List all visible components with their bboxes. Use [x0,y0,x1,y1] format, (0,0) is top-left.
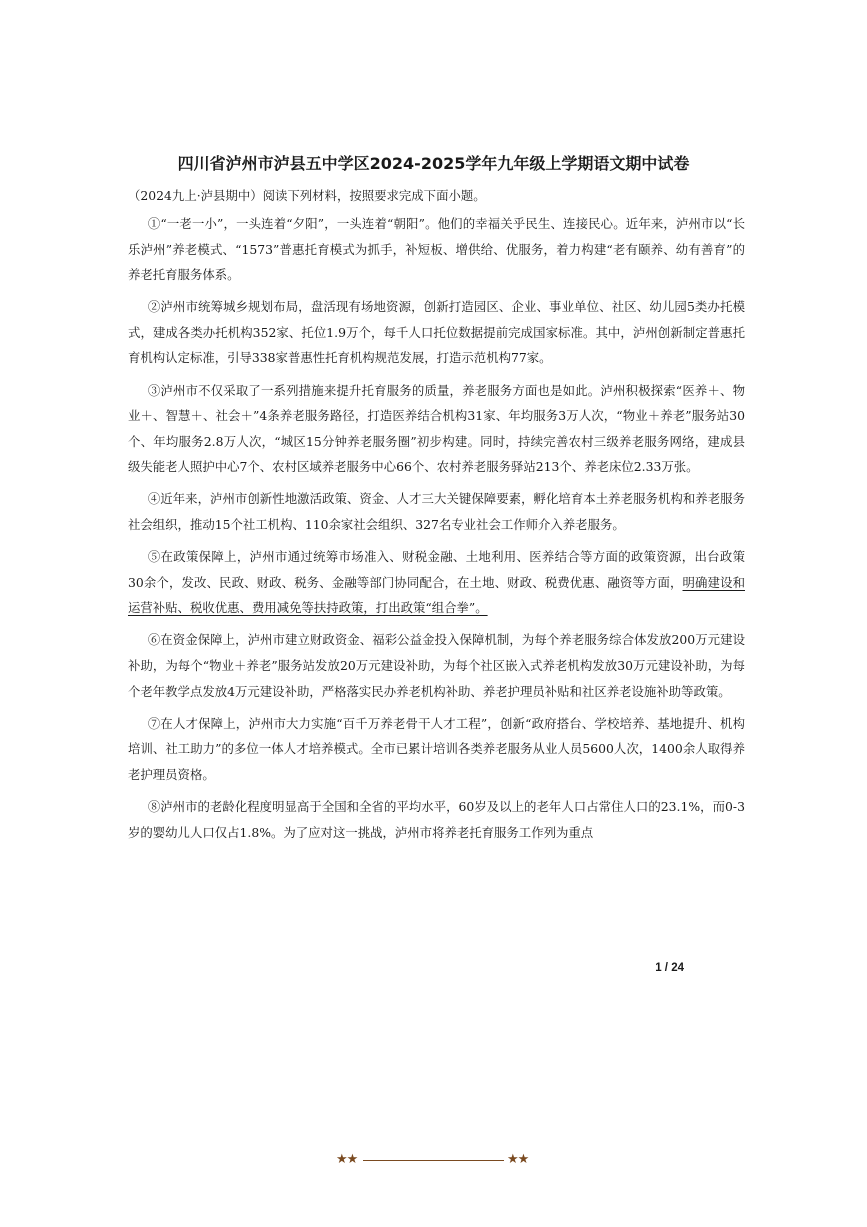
paragraph-5-text: ⑤在政策保障上，泸州市通过统筹市场准入、财税金融、土地利用、医养结合等方面的政策资源，出台政策30余个，发改、民政、财政、税务、金融等部门协同配合，在土地、财政、税费优惠、融资等方面， [128,549,745,590]
paragraph-2: ②泸州市统筹城乡规划布局，盘活现有场地资源，创新打造园区、企业、事业单位、社区、幼儿园5类办托模式，建成各类办托机构352家、托位1.9万个，每千人口托位数据提前完成国家标准。其中，泸州创新制定普惠托育机构认定标准，引导338家普惠性托育机构规范发展，打造示范机构77家。 [128,299,745,366]
paragraph-5 [128,544,745,621]
paragraph-4: ④近年来，泸州市创新性地激活政策、资金、人才三大关键保障要素，孵化培育本土养老服务机构和养老服务社会组织，推动15个社工机构、110余家社会组织、327名专业社会工作师介入养老服务。 [128,491,745,533]
paragraph-8: ⑧泸州市的老龄化程度明显高于全国和全省的平均水平，60岁及以上的老年人口占常住人口的23.1%，而0-3岁的婴幼儿人口仅占1.8%。为了应对这一挑战，泸州市将养老托育服务工作列为重点 [128,798,745,840]
underlined-sentence: 明确建设和运营补贴、税收优惠、费用减免等扶持政策，打出政策“组合拳”。 [128,574,745,616]
paragraph-1: ①“一老一小”，一头连着“夕阳”，一头连着“朝阳”。他们的幸福关乎民生、连接民心。近年来，泸州市以“长乐泸州”养老模式、“1573”普惠托育模式为抓手，补短板、增供给、优服务，着力构建“老有颐养、幼有善育”的养老托育服务体系。 [128,216,745,283]
page-number: 1 / 24 [655,962,684,974]
star-icon: ★★ [336,1152,358,1167]
paragraph-7: ⑦在人才保障上，泸州市大力实施“百千万养老骨干人才工程”，创新“政府搭台、学校培养、基地提升、机构培训、社工助力”的多位一体人才培养模式。全市已累计培训各类养老服务从业人员5600人次，1400余人取得养老护理员资格。 [128,715,745,782]
page-title: 四川省泸州市泸县五中学区2024-2025学年九年级上学期语文期中试卷 [177,154,690,173]
paragraph-3: ③泸州市不仅采取了一系列措施来提升托育服务的质量，养老服务方面也是如此。泸州积极探索“医养＋、物业＋、智慧＋、社会＋”4条养老服务路径，打造医养结合机构31家、年均服务3万人次，“物业＋养老”服务站30个、年均服务2.8万人次，“城区15分钟养老服务圈”初步构建。同时，持续完善农村三级养老服务网络，建成县级失能老人照护中心7个、农村区域养老服务中心66个、农村养老服务驿站213个、养老床位2.33万张。 [128,382,745,475]
reading-passage [128,211,745,852]
question-intro: （2024九上·泸县期中）阅读下列材料，按照要求完成下面小题。 [128,188,486,203]
footer-ornament [0,1150,867,1170]
footer-divider [363,1160,504,1161]
star-icon: ★★ [507,1152,529,1167]
paragraph-6: ⑥在资金保障上，泸州市建立财政资金、福彩公益金投入保障机制，为每个养老服务综合体发放200万元建设补助，为每个“物业＋养老”服务站发放20万元建设补助，为每个社区嵌入式养老机构发放30万元建设补助，为每个老年教学点发放4万元建设补助，严格落实民办养老机构补助、养老护理员补贴和社区养老设施补助等政策。 [128,632,745,699]
